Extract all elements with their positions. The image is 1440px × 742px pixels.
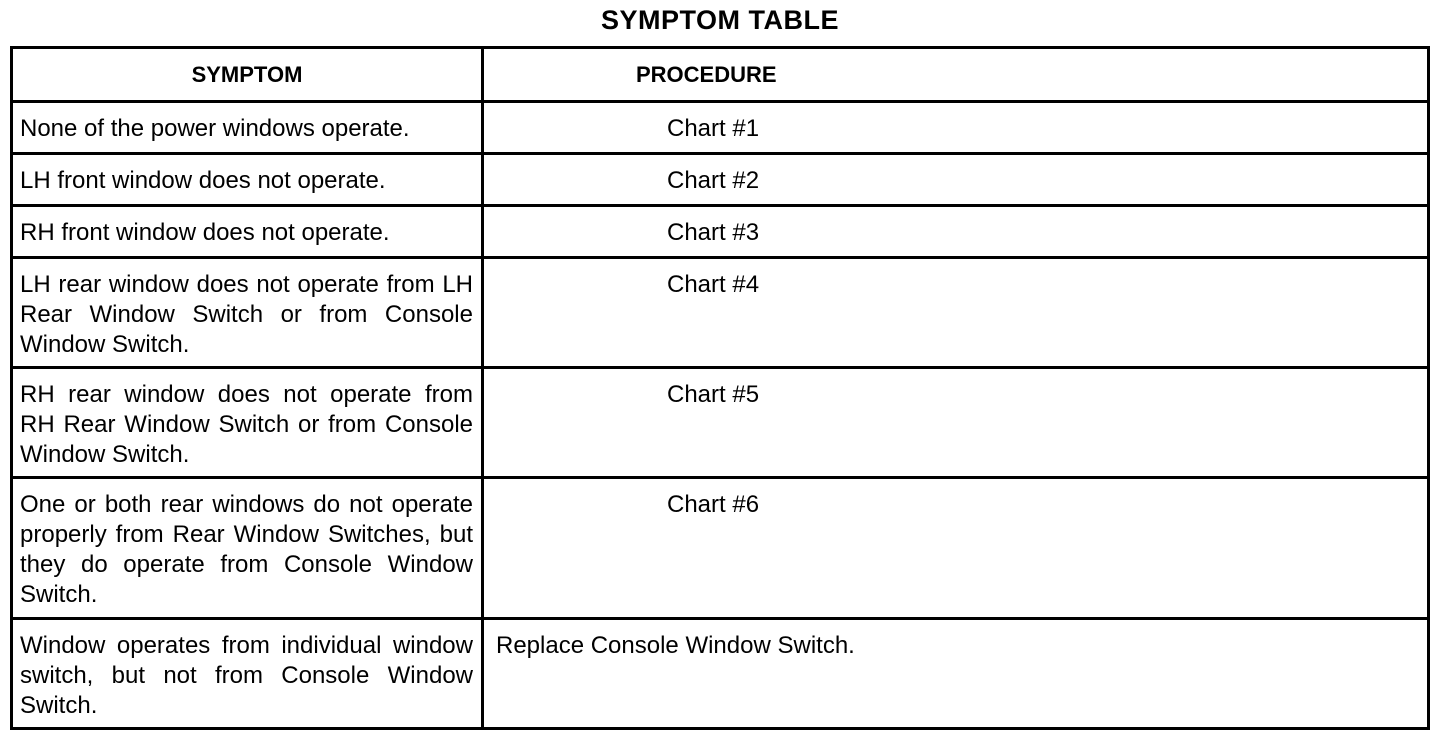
table-row <box>12 154 1429 206</box>
procedure-cell: Replace Console Window Switch. <box>483 619 1429 729</box>
symptom-cell: RH front window does not operate. <box>12 206 483 258</box>
table-row <box>12 258 1429 368</box>
table-body <box>12 102 1429 729</box>
header-row <box>12 48 1429 102</box>
table-row <box>12 102 1429 154</box>
table-row <box>12 206 1429 258</box>
procedure-cell: Chart #4 <box>483 258 1429 368</box>
procedure-cell: Chart #1 <box>483 102 1429 154</box>
table-header <box>12 48 1429 102</box>
symptom-cell: One or both rear windows do not operate properly from Rear Window Switches, but they do operate from Console Window Switch. <box>12 478 483 619</box>
table-row <box>12 619 1429 729</box>
page-title: SYMPTOM TABLE <box>600 5 839 35</box>
symptom-cell: LH rear window does not operate from LH Rear Window Switch or from Console Window Switch. <box>12 258 483 368</box>
symptom-cell: RH rear window does not operate from RH Rear Window Switch or from Console Window Switch. <box>12 368 483 478</box>
procedure-column-header: PROCEDURE <box>483 48 1429 102</box>
symptom-table <box>10 46 1430 730</box>
procedure-cell: Chart #5 <box>483 368 1429 478</box>
procedure-cell: Chart #6 <box>483 478 1429 619</box>
procedure-cell: Chart #3 <box>483 206 1429 258</box>
table-row <box>12 478 1429 619</box>
symptom-cell: LH front window does not operate. <box>12 154 483 206</box>
symptom-column-header: SYMPTOM <box>12 48 483 102</box>
table-row <box>12 368 1429 478</box>
symptom-cell: None of the power windows operate. <box>12 102 483 154</box>
symptom-cell: Window operates from individual window switch, but not from Console Window Switch. <box>12 619 483 729</box>
procedure-cell: Chart #2 <box>483 154 1429 206</box>
